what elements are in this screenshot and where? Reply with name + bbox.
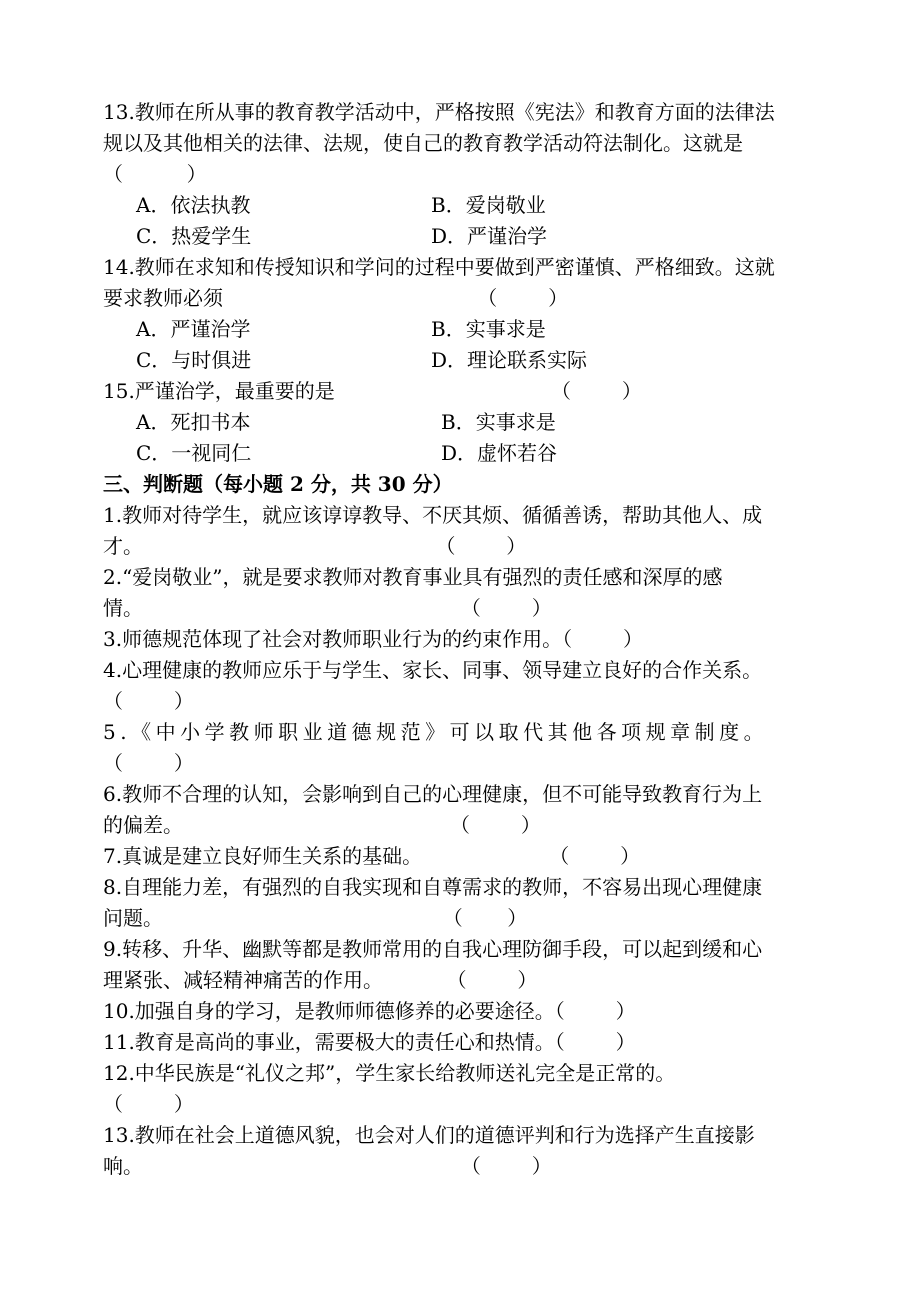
tf-q9-line-2: 理紧张、减轻精神痛苦的作用。 （ ） (103, 968, 538, 992)
mc-q13-answer-blank: （ ） (103, 162, 207, 186)
mc-q13-line-2: 规以及其他相关的法律、法规，使自己的教育教学活动符法制化。这就是 (103, 131, 743, 155)
tf-q8-line-2: 问题。 （ ） (103, 906, 528, 930)
tf-q4-line-2: （ ） (103, 689, 194, 713)
mc-q14-option-a: A．严谨治学 (136, 317, 251, 341)
tf-q12-line-1: 12.中华民族是“礼仪之邦”，学生家长给教师送礼完全是正常的。 (103, 1061, 676, 1085)
tf-q13-line-1: 13.教师在社会上道德风貌，也会对人们的道德评判和行为选择产生直接影 (103, 1123, 755, 1147)
mc-q15-option-b: B．实事求是 (441, 410, 556, 434)
section-title: 三、判断题（每小题 2 分，共 30 分） (103, 472, 453, 496)
tf-q13-line-2: 响。 （ ） (103, 1154, 552, 1178)
tf-q12-line-2: （ ） (103, 1092, 194, 1116)
tf-q10-line-1: 10.加强自身的学习，是教师师德修养的必要途径。（ ） (103, 999, 636, 1023)
tf-q8-line-1: 8.自理能力差，有强烈的自我实现和自尊需求的教师，不容易出现心理健康 (103, 875, 763, 899)
mc-q15-option-d: D．虚怀若谷 (441, 441, 558, 465)
tf-q1-line-2: 才。 （ ） (103, 534, 527, 558)
mc-q13-line-1: 13.教师在所从事的教育教学活动中，严格按照《宪法》和教育方面的法律法 (103, 100, 775, 124)
mc-q15-line-1: 15.严谨治学，最重要的是 （ ） (103, 379, 642, 403)
mc-q14-option-c: C．与时俱进 (136, 348, 252, 372)
tf-q2-line-2: 情。 （ ） (103, 596, 552, 620)
mc-q14-option-d: D．理论联系实际 (431, 348, 588, 372)
tf-q5-line-1: 5.《中小学教师职业道德规范》可以取代其他各项规章制度。 (103, 720, 769, 744)
mc-q13-option-d: D．严谨治学 (431, 224, 548, 248)
mc-q13-option-a: A．依法执教 (136, 193, 251, 217)
mc-q13-option-b: B．爱岗敬业 (431, 193, 546, 217)
mc-q14-line-1: 14.教师在求知和传授知识和学问的过程中要做到严密谨慎、严格细致。这就 (103, 255, 775, 279)
tf-q4-line-1: 4.心理健康的教师应乐于与学生、家长、同事、领导建立良好的合作关系。 (103, 658, 763, 682)
tf-q5-line-2: （ ） (103, 751, 194, 775)
mc-q15-option-a: A．死扣书本 (136, 410, 251, 434)
tf-q7-line-1: 7.真诚是建立良好师生关系的基础。 （ ） (103, 844, 641, 868)
mc-q15-option-c: C．一视同仁 (136, 441, 252, 465)
mc-q14-option-b: B．实事求是 (431, 317, 546, 341)
tf-q2-line-1: 2.“爱岗敬业”，就是要求教师对教育事业具有强烈的责任感和深厚的感 (103, 565, 723, 589)
tf-q9-line-1: 9.转移、升华、幽默等都是教师常用的自我心理防御手段，可以起到缓和心 (103, 937, 763, 961)
mc-q14-line-2: 要求教师必须 （ ） (103, 286, 569, 310)
mc-q13-option-c: C．热爱学生 (136, 224, 252, 248)
tf-q6-line-2: 的偏差。 （ ） (103, 813, 541, 837)
tf-q6-line-1: 6.教师不合理的认知，会影响到自己的心理健康，但不可能导致教育行为上 (103, 782, 763, 806)
tf-q1-line-1: 1.教师对待学生，就应该谆谆教导、不厌其烦、循循善诱，帮助其他人、成 (103, 503, 763, 527)
tf-q11-line-1: 11.教育是高尚的事业，需要极大的责任心和热情。（ ） (103, 1030, 636, 1054)
tf-q3-line-1: 3.师德规范体现了社会对教师职业行为的约束作用。（ ） (103, 627, 643, 651)
